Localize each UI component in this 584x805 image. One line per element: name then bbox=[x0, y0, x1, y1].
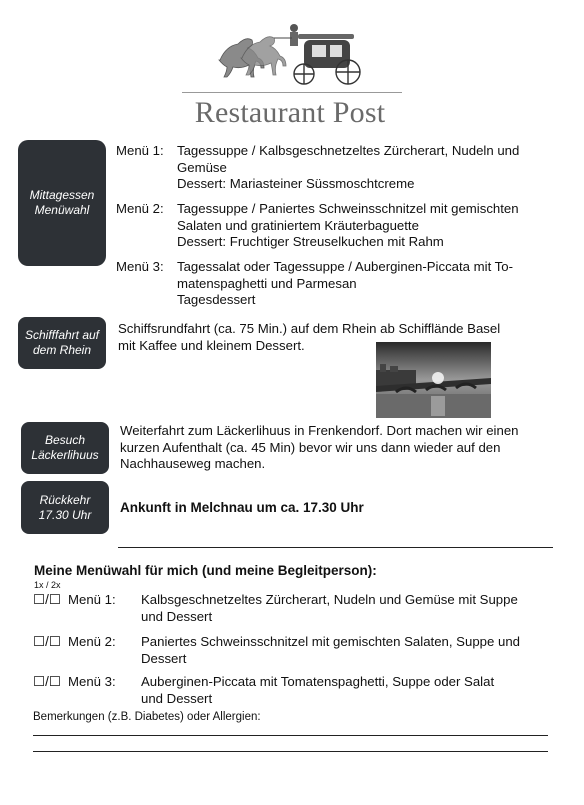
basel-bridge-photo bbox=[376, 342, 491, 418]
carriage-logo-icon bbox=[212, 8, 372, 90]
boat-description bbox=[118, 321, 568, 354]
section-divider bbox=[118, 547, 553, 548]
option-3-line: Auberginen-Piccata mit Tomatenspaghetti, Suppe oder Salat bbox=[141, 674, 495, 689]
count-hint: 1x / 2x bbox=[34, 580, 61, 590]
boat-line: Schiffsrundfahrt (ca. 75 Min.) auf dem Rhein ab Schifflände Basel bbox=[118, 321, 501, 336]
menu-2-description bbox=[177, 201, 567, 251]
boat-line: mit Kaffee und kleinem Dessert. bbox=[118, 337, 305, 353]
option-2-description bbox=[141, 634, 561, 667]
option-2-line: Paniertes Schweinsschnitzel mit gemischten Salaten, Suppe und bbox=[141, 634, 520, 649]
menu-2-line: Dessert: Fruchtiger Streuselkuchen mit Rahm bbox=[177, 234, 444, 249]
option-1-line: und Dessert bbox=[141, 608, 213, 624]
option-3-line: und Dessert bbox=[141, 690, 213, 706]
menu-1-description bbox=[177, 143, 567, 193]
menu-1-line: Gemüse bbox=[177, 159, 227, 175]
menu-3-line: matenspaghetti und Parmesan bbox=[177, 275, 357, 291]
arrival-text: Ankunft in Melchnau um ca. 17.30 Uhr bbox=[120, 500, 364, 515]
menu-2-line: Tagessuppe / Paniertes Schweinsschnitzel mit gemischten bbox=[177, 201, 519, 216]
menu-choice-title: Meine Menüwahl für mich (und meine Begleitperson): bbox=[34, 563, 377, 578]
bakery-line: kurzen Aufenthalt (ca. 45 Min) bevor wir uns dann wieder auf den bbox=[120, 439, 501, 455]
option-2-label: Menü 2: bbox=[68, 634, 116, 649]
option-1-line: Kalbsgeschnetzeltes Zürcherart, Nudeln und Gemüse mit Suppe bbox=[141, 592, 518, 607]
bakery-label-text: Besuch Läckerlihuus bbox=[31, 433, 99, 462]
remarks-line-1[interactable] bbox=[33, 735, 548, 736]
option-1-checkboxes[interactable]: ☐/☐ bbox=[33, 592, 61, 607]
remarks-label: Bemerkungen (z.B. Diabetes) oder Allergien: bbox=[33, 711, 261, 723]
menu-1-line: Tagessuppe / Kalbsgeschnetzeltes Zürcherart, Nudeln und bbox=[177, 143, 520, 158]
option-1-description bbox=[141, 592, 561, 625]
bakery-line: Nachhauseweg machen. bbox=[120, 456, 266, 471]
bakery-line: Weiterfahrt zum Läckerlihuus in Frenkendorf. Dort machen wir einen bbox=[120, 423, 519, 438]
bakery-description bbox=[120, 423, 570, 473]
menu-3-line: Tagessalat oder Tagessuppe / Auberginen-Piccata mit To- bbox=[177, 259, 513, 274]
bakery-section-label bbox=[21, 422, 109, 474]
lunch-label-text: Mittagessen Menüwahl bbox=[29, 188, 95, 217]
menu-3-label: Menü 3: bbox=[116, 259, 164, 274]
return-label-text: Rückkehr 17.30 Uhr bbox=[38, 492, 92, 522]
menu-2-label: Menü 2: bbox=[116, 201, 164, 216]
menu-3-description bbox=[177, 259, 567, 309]
menu-1-line: Dessert: Mariasteiner Süssmoschtcreme bbox=[177, 176, 415, 191]
option-3-description bbox=[141, 674, 561, 707]
menu-3-line: Tagesdessert bbox=[177, 292, 256, 307]
option-1-label: Menü 1: bbox=[68, 592, 116, 607]
restaurant-logo-text: Restaurant Post bbox=[194, 96, 386, 129]
boat-section-label bbox=[18, 317, 106, 369]
option-2-line: Dessert bbox=[141, 650, 187, 666]
return-section-label bbox=[21, 481, 109, 534]
menu-2-line: Salaten und gratiniertem Kräuterbaguette bbox=[177, 217, 419, 233]
option-2-checkboxes[interactable]: ☐/☐ bbox=[33, 634, 61, 649]
option-3-checkboxes[interactable]: ☐/☐ bbox=[33, 674, 61, 689]
menu-1-label: Menü 1: bbox=[116, 143, 164, 158]
logo-divider bbox=[182, 92, 402, 93]
lunch-section-label bbox=[18, 140, 106, 266]
boat-label-text: Schifffahrt auf dem Rhein bbox=[24, 328, 100, 357]
option-3-label: Menü 3: bbox=[68, 674, 116, 689]
remarks-line-2[interactable] bbox=[33, 751, 548, 752]
